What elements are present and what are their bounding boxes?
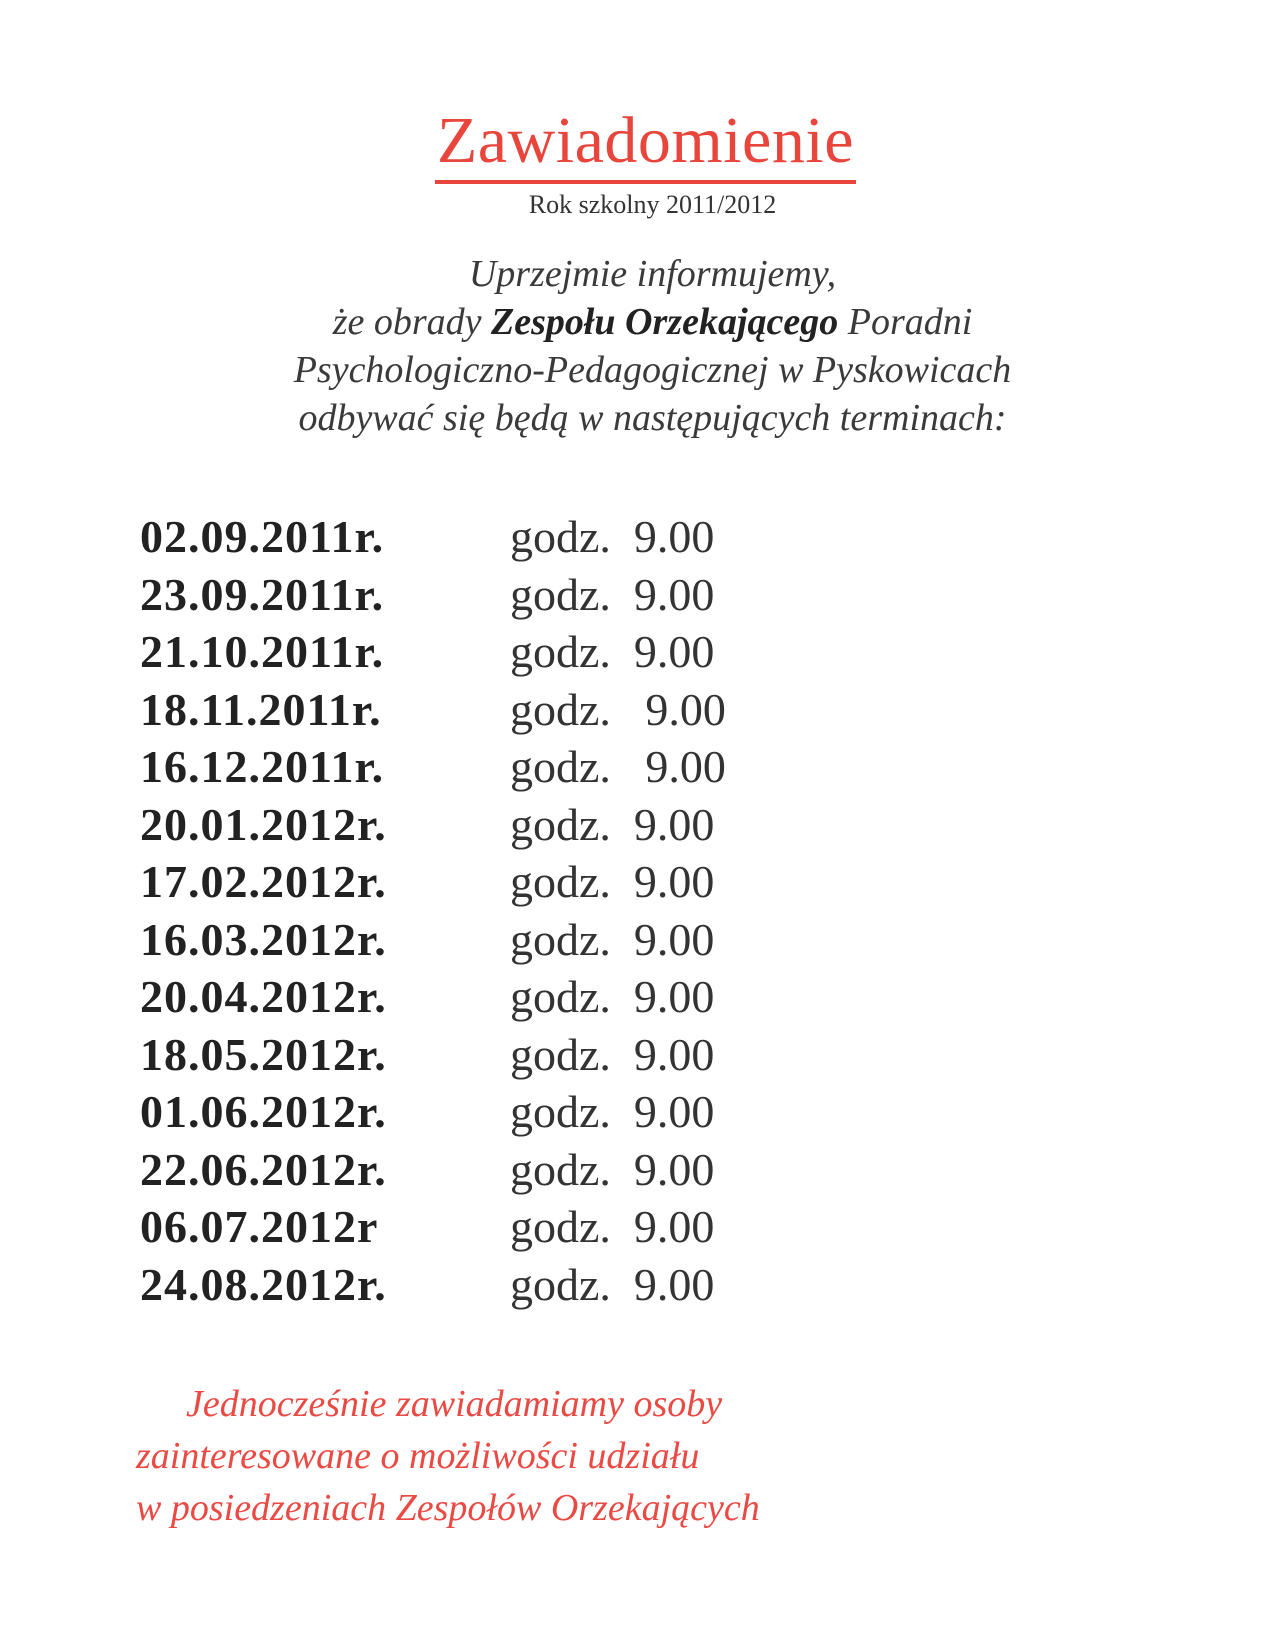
schedule-row: [140, 508, 840, 566]
meeting-time: godz. 9.00: [510, 511, 715, 562]
meeting-date: 23.09.2011r.: [140, 568, 385, 620]
schedule-row: [140, 853, 840, 911]
schedule-row: [140, 1026, 840, 1084]
meeting-date: 20.01.2012r.: [140, 798, 387, 850]
meeting-time: godz. 9.00: [510, 568, 715, 620]
meeting-date: 02.09.2011r.: [140, 511, 385, 562]
meeting-time: godz. 9.00: [510, 913, 715, 965]
meeting-time: godz. 9.00: [510, 1143, 715, 1195]
schedule-row: [140, 623, 840, 681]
intro-line-2: [30, 298, 1275, 346]
meeting-date: 24.08.2012r.: [140, 1258, 387, 1310]
team-name-bold: Zespołu Orzekającego: [491, 301, 839, 343]
schedule-row: [140, 738, 840, 796]
meeting-time: godz. 9.00: [510, 683, 726, 735]
meeting-date: 21.10.2011r.: [140, 626, 385, 677]
intro-line-4: odbywać się będą w następujących terminach:: [298, 397, 1007, 439]
meeting-date: 20.04.2012r.: [140, 971, 387, 1022]
meeting-time: godz. 9.00: [510, 798, 715, 850]
school-year-subtitle: Rok szkolny 2011/2012: [528, 190, 777, 219]
schedule-row: [140, 681, 840, 739]
intro-line-3: Psychologiczno-Pedagogicznej w Pyskowicach: [293, 349, 1012, 391]
schedule-row: [140, 1256, 840, 1314]
meeting-time: godz. 9.00: [510, 856, 715, 907]
meeting-time: godz. 9.00: [510, 626, 715, 677]
schedule-row: [140, 968, 840, 1026]
meeting-date: 16.03.2012r.: [140, 913, 387, 965]
meeting-time: godz. 9.00: [510, 1201, 715, 1252]
meeting-date: 16.12.2011r.: [140, 741, 385, 792]
participation-note: [136, 1378, 760, 1534]
note-line-2: zainteresowane o możliwości udziału: [136, 1435, 700, 1477]
schedule-list: [140, 508, 840, 1313]
intro-line-2-start: że obrady: [332, 301, 491, 343]
meeting-time: godz. 9.00: [510, 1086, 715, 1137]
meeting-time: godz. 9.00: [510, 741, 726, 792]
note-line-1: Jednocześnie zawiadamiamy osoby: [186, 1383, 723, 1425]
meeting-date: 18.11.2011r.: [140, 683, 382, 735]
schedule-row: [140, 1083, 840, 1141]
document-title: Zawiadomienie: [435, 108, 856, 184]
note-line-3: w posiedzeniach Zespołów Orzekających: [136, 1487, 760, 1529]
schedule-row: [140, 1198, 840, 1256]
intro-line-1: Uprzejmie informujemy,: [468, 253, 837, 295]
meeting-date: 06.07.2012r: [140, 1201, 379, 1252]
meeting-time: godz. 9.00: [510, 1028, 715, 1080]
meeting-time: godz. 9.00: [510, 1258, 715, 1310]
meeting-date: 22.06.2012r.: [140, 1143, 387, 1195]
meeting-time: godz. 9.00: [510, 971, 715, 1022]
intro-line-2-end: Poradni: [838, 301, 973, 343]
meeting-date: 17.02.2012r.: [140, 856, 387, 907]
document-title-block: [0, 104, 1275, 184]
meeting-date: 18.05.2012r.: [140, 1028, 387, 1080]
schedule-row: [140, 1141, 840, 1199]
schedule-row: [140, 566, 840, 624]
schedule-row: [140, 911, 840, 969]
schedule-row: [140, 796, 840, 854]
meeting-date: 01.06.2012r.: [140, 1086, 387, 1137]
intro-paragraph: [0, 250, 1275, 442]
